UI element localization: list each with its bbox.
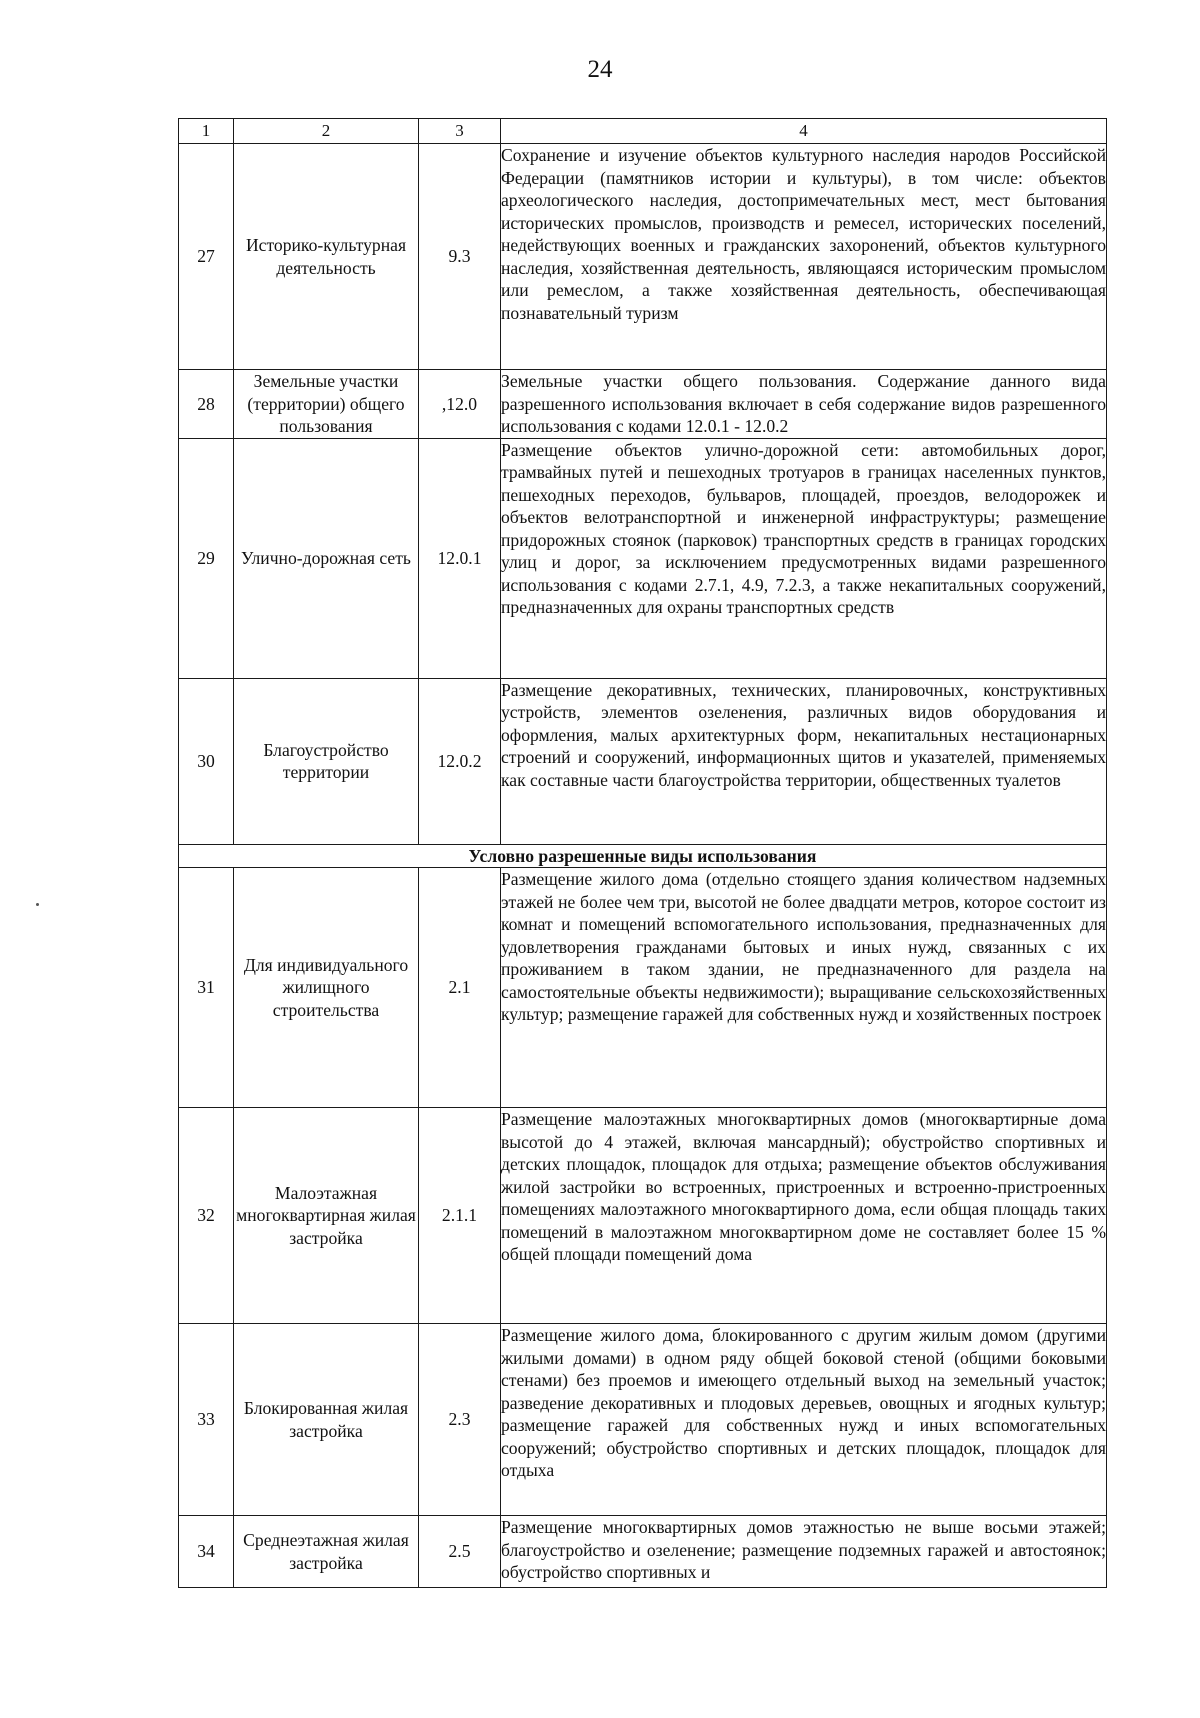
row-number: 31 xyxy=(179,868,234,1108)
row-number: 32 xyxy=(179,1108,234,1324)
row-number: 28 xyxy=(179,370,234,439)
header-col-3: 3 xyxy=(419,119,501,144)
header-col-2: 2 xyxy=(234,119,419,144)
row-number: 27 xyxy=(179,144,234,370)
section-title: Условно разрешенные виды использования xyxy=(179,844,1107,868)
row-name: Историко-культурная деятельность xyxy=(234,144,419,370)
row-number: 34 xyxy=(179,1516,234,1588)
row-code: 2.1 xyxy=(419,868,501,1108)
row-description: Сохранение и изучение объектов культурного наследия народов Российской Федерации (памятников истории и культуры), в том числе: объектов археологического наследия, достопримечательных мест, мест бытования исторических промыслов, производств и ремесел, исторических поселений, недействующих военных и гражданских захоронений, объектов культурного наследия, хозяйственная деятельность, являющаяся историческим промыслом или ремеслом, а также хозяйственная деятельность, обеспечивающая познавательный туризм xyxy=(501,144,1107,370)
row-description: Размещение жилого дома (отдельно стоящего здания количеством надземных этажей не более чем три, высотой не более двадцати метров, которое состоит из комнат и помещений вспомогательного использования, предназначенных для удовлетворения гражданами бытовых и иных нужд, связанных с их проживанием в таком здании, не предназначенного для раздела на самостоятельные объекты недвижимости); выращивание сельскохозяйственных культур; размещение гаражей для собственных нужд и хозяйственных построек xyxy=(501,868,1107,1108)
row-description: Размещение декоративных, технических, планировочных, конструктивных устройств, элементов озеленения, различных видов оборудования и оформления, малых архитектурных форм, некапитальных нестационарных строений и сооружений, информационных щитов и указателей, применяемых как составные части благоустройства территории, общественных туалетов xyxy=(501,678,1107,844)
page-number: 24 xyxy=(587,56,613,83)
row-code: 2.1.1 xyxy=(419,1108,501,1324)
row-name: Малоэтажная многоквартирная жилая застройка xyxy=(234,1108,419,1324)
table-row xyxy=(179,438,1107,678)
row-description: Размещение жилого дома, блокированного с другим жилым домом (другими жилыми домами) в одном ряду общей боковой стеной (общими боковыми стенами) без проемов и имеющего отдельный выход на земельный участок; разведение декоративных и плодовых деревьев, овощных и ягодных культур; размещение гаражей для собственных нужд и иных вспомогательных сооружений; обустройство спортивных и детских площадок, площадок для отдыха xyxy=(501,1324,1107,1516)
table-row xyxy=(179,144,1107,370)
table-row xyxy=(179,678,1107,844)
header-col-1: 1 xyxy=(179,119,234,144)
row-code: 2.3 xyxy=(419,1324,501,1516)
row-name: Земельные участки (территории) общего пользования xyxy=(234,370,419,439)
row-description: Размещение многоквартирных домов этажностью не выше восьми этажей; благоустройство и озеленение; размещение подземных гаражей и автостоянок; обустройство спортивных и xyxy=(501,1516,1107,1588)
section-header-row xyxy=(179,844,1107,868)
header-col-4: 4 xyxy=(501,119,1107,144)
row-name: Блокированная жилая застройка xyxy=(234,1324,419,1516)
row-name: Благоустройство территории xyxy=(234,678,419,844)
row-code: 9.3 xyxy=(419,144,501,370)
row-name: Для индивидуального жилищного строительства xyxy=(234,868,419,1108)
table-row xyxy=(179,868,1107,1108)
table-row xyxy=(179,370,1107,439)
row-description: Размещение малоэтажных многоквартирных домов (многоквартирные дома высотой до 4 этажей, включая мансардный); обустройство спортивных и детских площадок, площадок для отдыха; размещение объектов обслуживания жилой застройки во встроенных, пристроенных и встроенно-пристроенных помещениях малоэтажного многоквартирного дома, если общая площадь таких помещений в малоэтажном многоквартирном доме не составляет более 15 % общей площади помещений дома xyxy=(501,1108,1107,1324)
row-code: ,12.0 xyxy=(419,370,501,439)
table-row xyxy=(179,1516,1107,1588)
scan-artifact xyxy=(36,903,39,906)
row-number: 33 xyxy=(179,1324,234,1516)
row-description: Земельные участки общего пользования. Содержание данного вида разрешенного использования включает в себя содержание видов разрешенного использования с кодами 12.0.1 - 12.0.2 xyxy=(501,371,1106,436)
table-header-row xyxy=(179,119,1107,144)
row-code: 12.0.1 xyxy=(419,438,501,678)
row-number: 29 xyxy=(179,438,234,678)
land-use-table xyxy=(178,118,1107,1588)
row-description: Размещение объектов улично-дорожной сети: автомобильных дорог, трамвайных путей и пешеходных тротуаров в границах населенных пунктов, пешеходных переходов, бульваров, площадей, проездов, велодорожек и объектов велотранспортной и инженерной инфраструктуры; размещение придорожных стоянок (парковок) транспортных средств в границах городских улиц и дорог, за исключением предусмотренных видами разрешенного использования с кодами 2.7.1, 4.9, 7.2.3, а также некапитальных сооружений, предназначенных для охраны транспортных средств xyxy=(501,438,1107,678)
row-name: Среднеэтажная жилая застройка xyxy=(234,1516,419,1588)
table-row xyxy=(179,1324,1107,1516)
row-code: 12.0.2 xyxy=(419,678,501,844)
row-name: Улично-дорожная сеть xyxy=(234,438,419,678)
row-code: 2.5 xyxy=(419,1516,501,1588)
row-number: 30 xyxy=(179,678,234,844)
table-row xyxy=(179,1108,1107,1324)
